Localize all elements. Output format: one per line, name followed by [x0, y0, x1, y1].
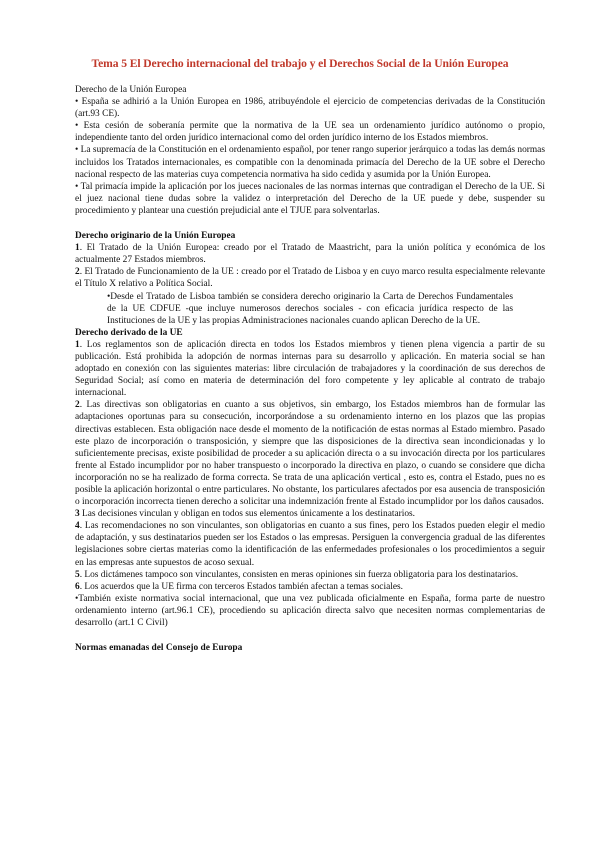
item-text: . Los dictámenes tampoco son vinculantes, consisten en meras opiniones sin fuerza obligatoria para los destinatarios. — [79, 569, 519, 580]
item-text: . Las recomendaciones no son vinculantes, son obligatorias en cuanto a sus fines, pero los Estados pueden elegir el medio de adaptación, y sus destinatarios pueden ser los Estados o las empresas. Persiguen la convergencia gradual de las diferentes legislaciones sobre ciertas materias como la identificación de las enfermedades profesionales o los procedimientos a seguir en las empresas ante supuestos de acoso sexual. — [75, 521, 545, 568]
numbered-item — [75, 508, 545, 520]
bullet-paragraph: • La supremacía de la Constitución en el ordenamiento español, por tener rango superior jerárquico a todas las demás normas incluidos los Tratados internacionales, es compatible con la denominada primacía del Derecho de la UE sobre el Derecho nacional respecto de las materias cuya competencia normativa ha sido cedida y asumida por la Unión Europea. — [75, 145, 545, 180]
indented-note: •Desde el Tratado de Lisboa también se considera derecho originario la Carta de Derechos Fundamentales de la UE CDFUE -que incluye numerosos derechos sociales - con eficacia jurídica respecto de las Instituciones de la UE y las propias Administraciones nacionales cuando aplican Derecho de la UE. — [107, 291, 513, 326]
item-text: . Las directivas son obligatorias en cuanto a sus objetivos, sin embargo, los Estados miembros han de formular las adaptaciones oportunas para su consecución, incorporándose a su ordenamiento interno en los plazos que las propias directivas establecen. Esta obligación nace desde el momento de la notificación de estas normas al Estado miembro. Pasado este plazo de incorporación o transposición, y siempre que las disposiciones de la directiva sean incondicionadas y lo suficientemente precisas, existe posibilidad de proceder a su aplicación directa o a su invocación directa por los particulares frente al Estado incumplidor por no haber transpuesto o incorporado la directiva en plazo, o cuando se considere que dicha incorporación no se ha realizado de forma correcta. Se trata de una aplicación vertical , esto es, contra el Estado, pues no es posible la aplicación horizontal o entre particulares. No obstante, los particulares afectados por esa ausencia de transposición o incorporación incorrecta tienen derecho a solicitar una indemnización frente al Estado incumplidor por los daños causados. — [75, 400, 545, 508]
page-title: Tema 5 El Derecho internacional del trabajo y el Derechos Social de la Unión Europea — [91, 57, 509, 70]
numbered-item — [75, 266, 545, 290]
bullet-paragraph: •También existe normativa social internacional, que una vez publicada oficialmente en España, forma parte de nuestro ordenamiento interno (art.96.1 CE), procediendo su aplicación directa salvo que necesiten normas complementarias de desarrollo (art.1 C Civil) — [75, 593, 545, 629]
section-consejo-europa — [75, 642, 545, 654]
item-number: 2 — [75, 400, 80, 411]
numbered-item — [75, 520, 545, 568]
bullet-paragraph: • Tal primacía impide la aplicación por los jueces nacionales de las normas internas que contradigan el Derecho de la UE. Si el juez nacional tiene dudas sobre la validez o interpretación del Derecho de la UE puede y debe, suspender su procedimiento y plantear una cuestión prejudicial ante el TJUE para solventarlas. — [75, 181, 545, 216]
section-heading-consejo-europa: Normas emanadas del Consejo de Europa — [75, 643, 243, 654]
item-text: . Los reglamentos son de aplicación directa en todos los Estados miembros y tienen plena vigencia a partir de su publicación. Está prohibida la adopción de normas internas para su desarrollo y aplicación. En materia social se han adoptado en conexión con las siguientes materias: libre circulación de trabajadores y la coordinación de sus derechos de Seguridad Social; así como en materia de determinación del foro competente y ley aplicable al contrato de trabajo internacional. — [75, 339, 545, 399]
item-text: . El Tratado de Funcionamiento de la UE : creado por el Tratado de Lisboa y en cuyo marco resulta especialmente relevante el Título X relativo a Política Social. — [75, 267, 545, 290]
item-number: 1 — [75, 243, 80, 254]
section-heading-derecho-ue: Derecho de la Unión Europea — [75, 85, 187, 95]
numbered-item — [75, 569, 545, 581]
item-number: 5 — [75, 569, 80, 580]
bullet-paragraph: • Esta cesión de soberanía permite que la normativa de la UE sea un ordenamiento jurídico autónomo o propio, independiente tanto del orden jurídico internacional como del orden jurídico interno de los Estados miembros. — [75, 121, 545, 144]
spacer — [75, 629, 545, 642]
numbered-item — [75, 242, 545, 266]
numbered-item — [75, 339, 545, 399]
item-number: 3 — [75, 509, 80, 520]
bullet-paragraph: • España se adhirió a la Unión Europea en 1986, atribuyéndole el ejercicio de competencias derivadas de la Constitución (art.93 CE). — [75, 97, 545, 120]
section-heading-derecho-originario: Derecho originario de la Unión Europea — [75, 231, 236, 242]
numbered-item — [75, 581, 545, 593]
section-derecho-originario — [75, 230, 545, 327]
item-number: 6 — [75, 581, 80, 592]
section-derecho-derivado — [75, 327, 545, 629]
section-derecho-ue — [75, 84, 545, 217]
item-number: 1 — [75, 339, 80, 350]
item-number: 2 — [75, 267, 80, 278]
item-number: 4 — [75, 521, 80, 532]
section-heading-derecho-derivado: Derecho derivado de la UE — [75, 327, 183, 338]
item-text: . El Tratado de la Unión Europea: creado por el Tratado de Maastricht, para la unión política y económica de los actualmente 27 Estados miembros. — [75, 243, 545, 266]
item-text: Las decisiones vinculan y obligan en todos sus elementos únicamente a los destinatarios. — [79, 509, 416, 520]
numbered-item — [75, 399, 545, 508]
document-body — [75, 84, 545, 654]
item-text: . Los acuerdos que la UE firma con terceros Estados también afectan a temas sociales. — [79, 581, 403, 592]
spacer — [75, 217, 545, 230]
